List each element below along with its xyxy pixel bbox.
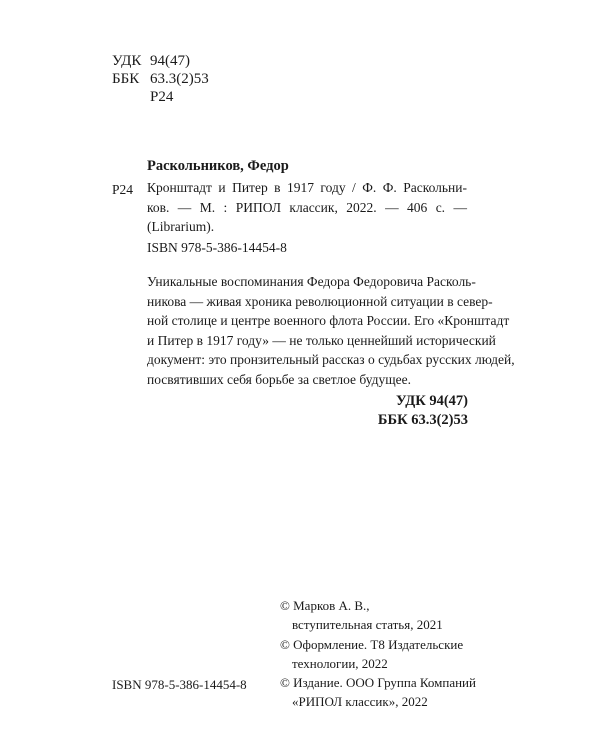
isbn-line: ISBN 978-5-386-14454-8 <box>147 240 287 255</box>
bib-description <box>147 178 467 237</box>
classification-block-top <box>112 52 209 106</box>
copyright-line: «РИПОЛ классик», 2022 <box>292 694 428 710</box>
bbk-row <box>112 70 209 88</box>
annotation-line: никова — живая хроника революционной ситуации в север- <box>147 293 493 309</box>
udk-label: УДК <box>112 53 142 69</box>
bib-line: ков. — М. : РИПОЛ классик, 2022. — 406 с. — <box>147 199 467 215</box>
author-mark-top: Р24 <box>150 89 174 105</box>
udk-row <box>112 52 209 70</box>
classification-block-right <box>378 392 468 430</box>
footer-isbn: ISBN 978-5-386-14454-8 <box>112 677 247 692</box>
bbk-bold: ББК 63.3(2)53 <box>377 412 468 428</box>
copyright-line: технологии, 2022 <box>292 655 388 671</box>
copyright-line: © Оформление. Т8 Издательские <box>280 636 464 652</box>
annotation-line: Уникальные воспоминания Федора Федоровича Расколь- <box>147 274 476 289</box>
copyright-line: вступительная статья, 2021 <box>292 617 443 633</box>
annotation-line: ной столице и центре военного флота России. Его «Кронштадт <box>147 313 510 328</box>
annotation-line: посвятивших себя борьбе за светлое будущее. <box>147 371 411 387</box>
author-heading: Раскольников, Федор <box>147 158 289 174</box>
bib-line: (Librarium). <box>147 219 215 234</box>
author-mark: Р24 <box>112 182 134 197</box>
annotation-line: и Питер в 1917 году» — не только ценнейший исторический <box>147 332 496 348</box>
annotation-line: документ: это пронзительный рассказ о судьбах русских людей, <box>147 352 515 367</box>
annotation <box>147 272 515 389</box>
udk-value: 94(47) <box>150 53 190 69</box>
author-mark-row <box>112 88 209 106</box>
bib-line: Кронштадт и Питер в 1917 году / Ф. Ф. Раскольни- <box>147 180 467 195</box>
bbk-label: ББК <box>112 71 140 87</box>
bbk-value: 63.3(2)53 <box>150 71 209 87</box>
copyright-block <box>280 596 476 712</box>
copyright-line: © Марков А. В., <box>280 598 370 613</box>
udk-bold: УДК 94(47) <box>396 393 468 409</box>
copyright-line: © Издание. ООО Группа Компаний <box>280 675 476 691</box>
